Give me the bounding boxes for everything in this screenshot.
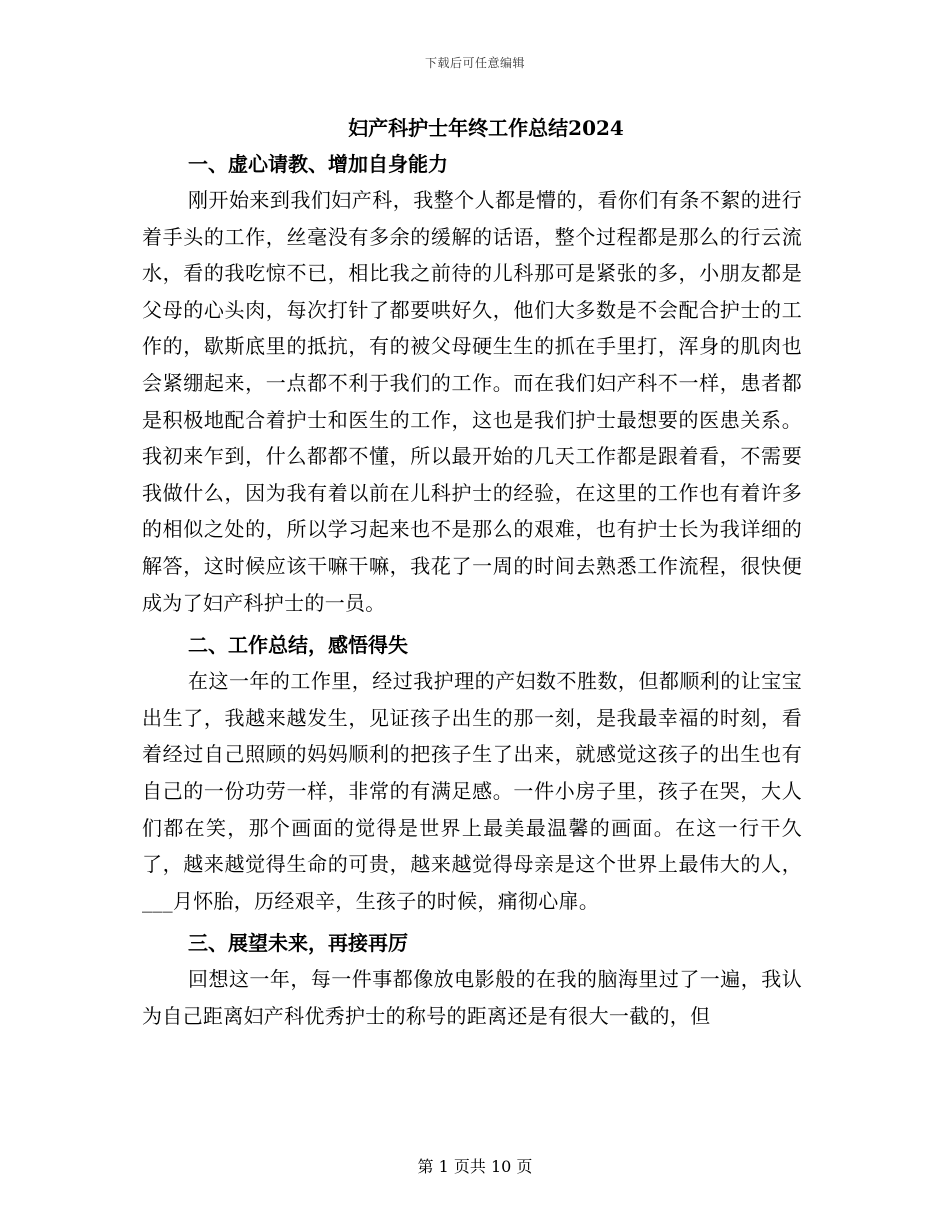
section-heading: 三、展望未来，再接再厉 bbox=[188, 931, 408, 956]
section-paragraph: 刚开始来到我们妇产科，我整个人都是懵的，看你们有条不絮的进行着手头的工作，丝毫没有多余的缓解的话语，整个过程都是那么的行云流水，看的我吃惊不已，相比我之前待的儿科那可是紧张的多，小朋友都是父母的心头肉，每次打针了都要哄好久，他们大多数是不会配合护士的工作的，歇斯底里的抵抗，有的被父母硬生生的抓在手里打，浑身的肌肉也会紧绷起来，一点都不利于我们的工作。而在我们妇产科不一样，患者都是积极地配合着护士和医生的工作，这也是我们护士最想要的医患关系。我初来乍到，什么都都不懂，所以最开始的几天工作都是跟着看，不需要我做什么，因为我有着以前在儿科护士的经验，在这里的工作也有着许多的相似之处的，所以学习起来也不是那么的艰难，也有护士长为我详细的解答，这时候应该干嘛干嘛，我花了一周的时间去熟悉工作流程，很快便成为了妇产科护士的一员。 bbox=[142, 188, 802, 615]
section-heading: 二、工作总结，感悟得失 bbox=[188, 633, 408, 658]
document-title: 妇产科护士年终工作总结2024 bbox=[348, 116, 624, 140]
section-heading: 一、虚心请教、增加自身能力 bbox=[188, 152, 448, 176]
section-paragraph: 回想这一年，每一件事都像放电影般的在我的脑海里过了一遍，我认为自己距离妇产科优秀护士的称号的距离还是有很大一截的，但 bbox=[142, 967, 802, 1028]
document-body bbox=[142, 110, 802, 1034]
section-3 bbox=[142, 925, 802, 1034]
section-2 bbox=[142, 627, 802, 919]
header-note: 下载后可任意编辑 bbox=[424, 56, 525, 70]
section-paragraph: 在这一年的工作里，经过我护理的产妇数不胜数，但都顺利的让宝宝出生了，我越来越发生，见证孩子出生的那一刻，是我最幸福的时刻，看着经过自己照顾的妈妈顺利的把孩子生了出来，就感觉这孩子的出生也有自己的一份功劳一样，非常的有满足感。一件小房子里，孩子在哭，大人们都在笑，那个画面的觉得是世界上最美最温馨的画面。在这一行干久了，越来越觉得生命的可贵，越来越觉得母亲是这个世界上最伟大的人，___月怀胎，历经艰辛，生孩子的时候，痛彻心扉。 bbox=[142, 669, 802, 913]
section-1 bbox=[142, 146, 802, 621]
page-footer: 第 1 页共 10 页 bbox=[417, 1157, 533, 1176]
